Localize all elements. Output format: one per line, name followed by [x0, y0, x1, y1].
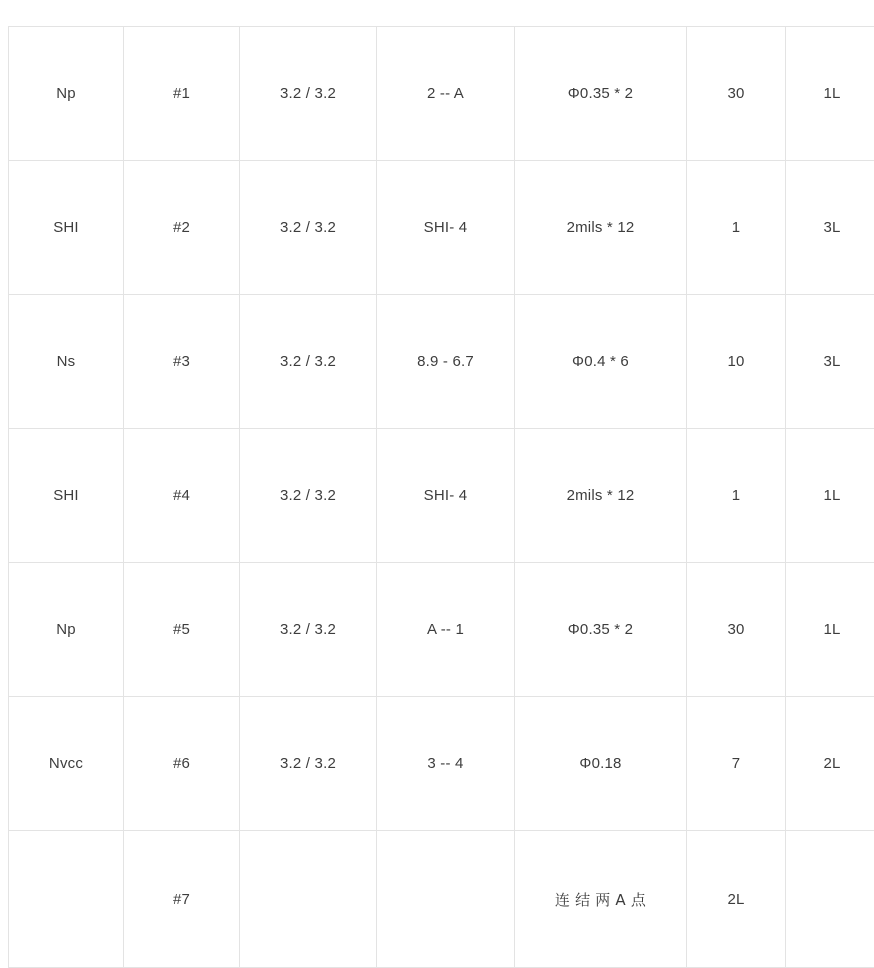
cell-index: #6 [124, 697, 240, 831]
winding-table [8, 26, 874, 968]
cell-wire-gauge: 3.2 / 3.2 [240, 161, 377, 295]
cell-winding: SHI [9, 429, 124, 563]
cell-winding: Np [9, 563, 124, 697]
cell-winding: Ns [9, 295, 124, 429]
cell-pins: 3 -- 4 [377, 697, 515, 831]
cell-turns: 7 [687, 697, 786, 831]
cell-winding: Np [9, 27, 124, 161]
cell-wire-spec: Φ0.18 [515, 697, 687, 831]
cell-wire-spec: 2mils * 12 [515, 161, 687, 295]
cell-wire-gauge [240, 831, 377, 968]
cell-index: #1 [124, 27, 240, 161]
cell-layers [786, 831, 874, 968]
cell-wire-spec: Φ0.35 * 2 [515, 27, 687, 161]
cell-turns: 1 [687, 429, 786, 563]
cell-wire-gauge: 3.2 / 3.2 [240, 295, 377, 429]
table-row [9, 697, 874, 831]
cell-wire-gauge: 3.2 / 3.2 [240, 429, 377, 563]
cell-wire-spec: Φ0.4 * 6 [515, 295, 687, 429]
table-row [9, 295, 874, 429]
cell-layers: 1L [786, 27, 874, 161]
table-row [9, 831, 874, 968]
table-row [9, 27, 874, 161]
cell-layers: 2L [786, 697, 874, 831]
table-row [9, 429, 874, 563]
cell-pins: A -- 1 [377, 563, 515, 697]
table-body [9, 27, 874, 968]
cell-wire-spec: 2mils * 12 [515, 429, 687, 563]
cell-turns: 30 [687, 27, 786, 161]
table-row [9, 563, 874, 697]
cell-winding: Nvcc [9, 697, 124, 831]
cell-winding [9, 831, 124, 968]
cell-layers: 1L [786, 563, 874, 697]
cell-layers: 1L [786, 429, 874, 563]
cell-turns: 1 [687, 161, 786, 295]
cell-wire-gauge: 3.2 / 3.2 [240, 27, 377, 161]
cell-turns: 10 [687, 295, 786, 429]
cell-index: #5 [124, 563, 240, 697]
cell-pins: SHI- 4 [377, 429, 515, 563]
cell-wire-gauge: 3.2 / 3.2 [240, 563, 377, 697]
cell-wire-spec: Φ0.35 * 2 [515, 563, 687, 697]
cell-winding: SHI [9, 161, 124, 295]
cell-turns: 2L [687, 831, 786, 968]
table-row [9, 161, 874, 295]
cell-pins: 2 -- A [377, 27, 515, 161]
cell-turns: 30 [687, 563, 786, 697]
cell-index: #2 [124, 161, 240, 295]
cell-index: #3 [124, 295, 240, 429]
cell-pins: SHI- 4 [377, 161, 515, 295]
cell-index: #7 [124, 831, 240, 968]
cell-wire-gauge: 3.2 / 3.2 [240, 697, 377, 831]
cell-pins: 8.9 - 6.7 [377, 295, 515, 429]
cell-index: #4 [124, 429, 240, 563]
cell-layers: 3L [786, 295, 874, 429]
cell-pins [377, 831, 515, 968]
cell-wire-spec: 连 结 两 A 点 [515, 831, 687, 968]
cell-layers: 3L [786, 161, 874, 295]
